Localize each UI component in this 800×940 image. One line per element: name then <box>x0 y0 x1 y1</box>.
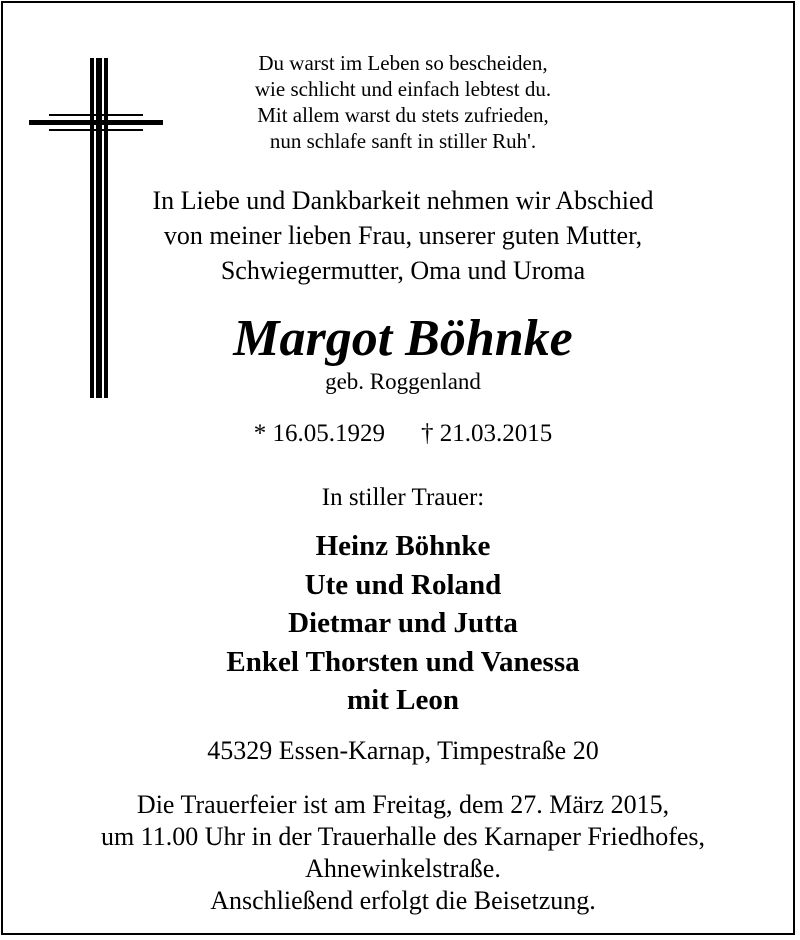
life-dates <box>3 417 800 451</box>
service-line: Anschließend erfolgt die Beisetzung. <box>210 886 596 915</box>
farewell-intro <box>3 183 800 288</box>
mourners-list <box>3 527 800 720</box>
mourner: Heinz Böhnke <box>315 530 491 562</box>
intro-line: von meiner lieben Frau, unserer guten Mutter, <box>163 221 643 250</box>
birth-date: * 16.05.1929 <box>253 420 385 447</box>
poem-line: Mit allem warst du stets zufrieden, <box>257 103 549 127</box>
service-line: um 11.00 Uhr in der Trauerhalle des Karnaper Friedhofes, <box>100 822 706 851</box>
poem-line: wie schlicht und einfach lebtest du. <box>254 77 552 101</box>
mourner: Ute und Roland <box>304 568 502 601</box>
death-date: † 21.03.2015 <box>421 420 553 447</box>
mourner: Dietmar und Jutta <box>288 607 518 639</box>
poem-line: Du warst im Leben so bescheiden, <box>258 51 548 75</box>
poem-line: nun schlafe sanft in stiller Ruh'. <box>269 129 537 153</box>
mourner: Enkel Thorsten und Vanessa <box>226 645 580 678</box>
service-line: Die Trauerfeier ist am Freitag, dem 27. März 2015, <box>136 790 670 819</box>
birth-name: geb. Roggenland <box>325 369 481 394</box>
poem <box>203 50 603 154</box>
mourning-label: In stiller Trauer: <box>321 484 485 511</box>
obituary-notice <box>1 1 795 935</box>
service-line: Ahnewinkelstraße. <box>305 854 501 883</box>
funeral-service-info <box>3 789 800 917</box>
intro-line: In Liebe und Dankbarkeit nehmen wir Abschied <box>152 186 654 215</box>
intro-line: Schwiegermutter, Oma und Uroma <box>220 256 586 285</box>
family-address: 45329 Essen-Karnap, Timpestraße 20 <box>207 736 599 765</box>
deceased-name: Margot Böhnke <box>233 310 573 367</box>
mourner: mit Leon <box>347 684 459 716</box>
